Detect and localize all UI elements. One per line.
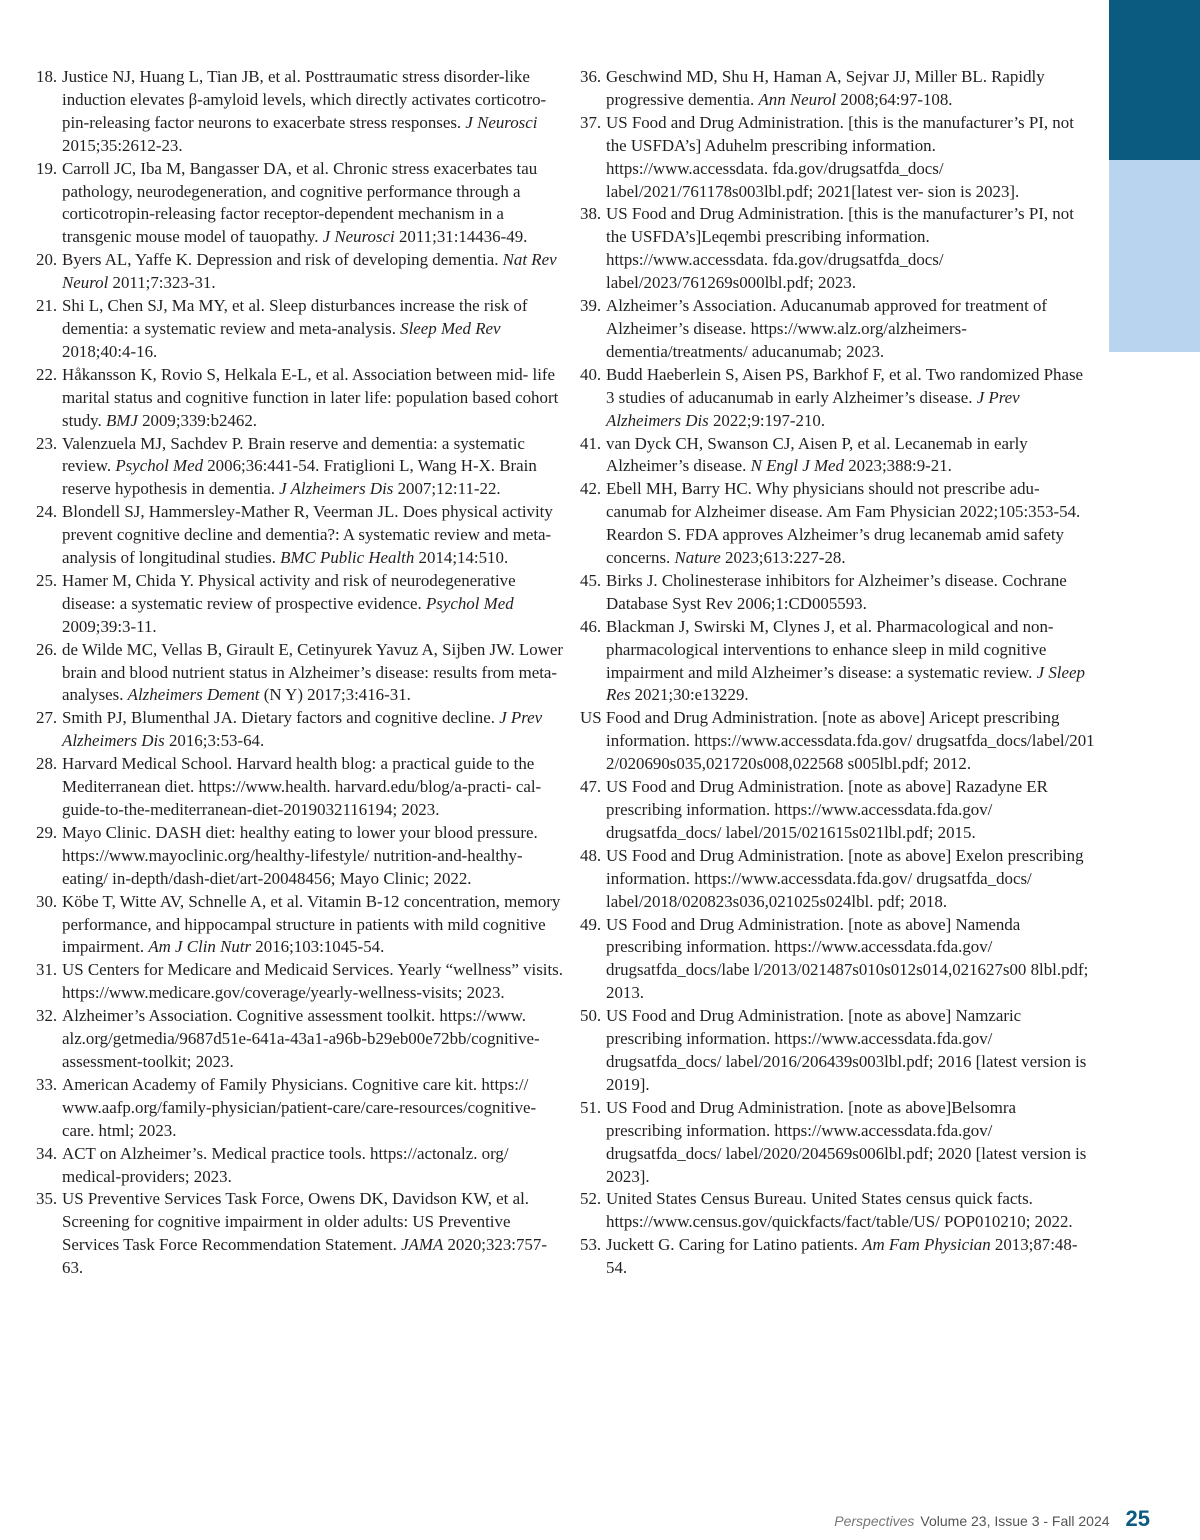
reference-item: [580, 203, 1095, 295]
reference-number: 46.: [580, 616, 602, 636]
reference-number: 39.: [580, 296, 602, 316]
reference-text: 2018;40:4-16.: [62, 341, 158, 361]
reference-text: Budd Haeberlein S, Aisen PS, Barkhof F, et al. Two randomized Phase 3 studies of aducanumab in early Alzheimer’s disease.: [606, 364, 1084, 407]
reference-text: 2015;35:2612-23.: [62, 135, 183, 155]
reference-number: 20.: [36, 250, 58, 270]
side-tab-light: [1109, 160, 1200, 352]
reference-item: [36, 249, 568, 295]
reference-item: [36, 364, 568, 433]
reference-item: [580, 433, 1095, 479]
journal-name: J Neurosci: [465, 112, 538, 132]
reference-text: Shi L, Chen SJ, Ma MY, et al. Sleep disturbances increase the risk of dementia: a systematic review and meta-analysis.: [62, 296, 528, 338]
journal-name: Am Fam Physician: [862, 1235, 991, 1255]
reference-item: [36, 822, 568, 891]
page-number: 25: [1125, 1506, 1150, 1531]
reference-number: 26.: [36, 639, 58, 659]
reference-number: 25.: [36, 570, 58, 590]
journal-name: J Neurosci: [322, 227, 395, 247]
reference-number: 42.: [580, 479, 602, 499]
reference-item: [580, 1188, 1095, 1234]
reference-item: [36, 158, 568, 250]
reference-number: 28.: [36, 754, 58, 774]
reference-item: [580, 112, 1095, 204]
reference-text: US Food and Drug Administration. [note as above] Namenda prescribing information. https://www.accessdata.fda.gov/ drugsatfda_docs/labe l/2013/021487s010s012s014,021627s00 8lbl.pdf; 2013.: [606, 914, 1089, 1003]
reference-text: Carroll JC, Iba M, Bangasser DA, et al. Chronic stress exacerbates tau pathology, neurodegeneration, and cognitive performance through a corticotropin-releasing factor receptor-dependent mechanism in a transgenic mouse model of tauopathy.: [62, 158, 538, 247]
reference-text: Birks J. Cholinesterase inhibitors for Alzheimer’s disease. Cochrane Database Syst Rev 2006;1:CD005593.: [606, 570, 1067, 613]
reference-text: US Food and Drug Administration. [this is the manufacturer’s PI, not the USFDA’s]Leqembi prescribing information. https://www.accessdata. fda.gov/drugsatfda_docs/ label/2023/761269s000lbl.pdf; 2023.: [606, 204, 1074, 293]
journal-name: Nat Rev Neurol: [62, 250, 557, 293]
reference-item: [36, 433, 568, 502]
reference-text: US Centers for Medicare and Medicaid Services. Yearly “wellness” visits. https://www.medicare.gov/coverage/yearly-wellness-visits; 2023.: [62, 960, 563, 1003]
reference-number: 35.: [36, 1189, 58, 1209]
reference-text: US Food and Drug Administration. [note as above] Aricept prescribing information. https://www.accessdata.fda.gov/ drugsatfda_docs/label/201 2/020690s035,021720s008,022568 s005lbl.pdf; 2012.: [580, 708, 1095, 774]
reference-text: Valenzuela MJ, Sachdev P. Brain reserve and dementia: a systematic review.: [62, 433, 525, 476]
journal-name: Psychol Med: [425, 593, 514, 613]
reference-text: 2023;388:9-21.: [843, 456, 952, 476]
reference-text: 2023;613:227-28.: [720, 548, 846, 568]
reference-number: 34.: [36, 1143, 58, 1163]
reference-item: [36, 295, 568, 364]
reference-item: [36, 1005, 568, 1074]
reference-text: Juckett G. Caring for Latino patients.: [606, 1235, 863, 1255]
publication-name: Perspectives: [834, 1513, 915, 1529]
reference-number: 23.: [36, 433, 58, 453]
reference-item: [36, 707, 568, 753]
reference-text: US Food and Drug Administration. [note as above]Belsomra prescribing information. https://www.accessdata.fda.gov/ drugsatfda_docs/ label/2020/204569s006lbl.pdf; 2020 [latest version is 2023].: [606, 1097, 1087, 1186]
reference-item: [36, 959, 568, 1005]
page-footer: [834, 1506, 1150, 1532]
reference-text: US Food and Drug Administration. [note as above] Namzaric prescribing information. https://www.accessdata.fda.gov/ drugsatfda_docs/ label/2016/206439s003lbl.pdf; 2016 [latest version is 2019].: [606, 1006, 1087, 1094]
reference-text: US Food and Drug Administration. [note as above] Razadyne ER prescribing information. https://www.accessdata.fda.gov/ drugsatfda_docs/ label/2015/021615s021lbl.pdf; 2015.: [606, 777, 1048, 842]
journal-name: J Prev Alzheimers Dis: [606, 387, 1020, 430]
reference-text: Håkansson K, Rovio S, Helkala E-L, et al. Association between mid- life marital status and cognitive function in later life: population based cohort study.: [62, 364, 559, 430]
reference-text: de Wilde MC, Vellas B, Girault E, Cetinyurek Yavuz A, Sijben JW. Lower brain and blood nutrient status in Alzheimer’s disease: results from meta-analyses.: [62, 639, 563, 705]
reference-text: 2016;3:53-64.: [164, 731, 265, 751]
reference-item: [36, 1188, 568, 1280]
reference-text: 2009;339:b2462.: [137, 410, 258, 430]
issue-info: Volume 23, Issue 3 - Fall 2024: [920, 1513, 1110, 1529]
reference-text: US Food and Drug Administration. [note as above] Exelon prescribing information. https://www.accessdata.fda.gov/ drugsatfda_docs/ label/2018/020823s036,021025s024lbl. pdf; 2018.: [606, 845, 1084, 911]
reference-number: 37.: [580, 112, 602, 132]
reference-number: 47.: [580, 777, 602, 797]
reference-number: 29.: [36, 822, 58, 842]
reference-item: [36, 891, 568, 960]
reference-text: Smith PJ, Blumenthal JA. Dietary factors and cognitive decline.: [62, 708, 500, 728]
reference-text: 2008;64:97-108.: [836, 89, 953, 109]
reference-item: [580, 295, 1095, 364]
reference-number: 33.: [36, 1074, 58, 1094]
reference-text: United States Census Bureau. United States census quick facts. https://www.census.gov/quickfacts/fact/table/US/ POP010210; 2022.: [606, 1189, 1073, 1232]
journal-name: Psychol Med: [115, 456, 204, 476]
reference-item: [580, 776, 1095, 845]
reference-text: Blackman J, Swirski M, Clynes J, et al. Pharmacological and non-pharmacological interventions to enhance sleep in mild cognitive impairment and mild Alzheimer’s disease: a systematic review.: [606, 616, 1054, 682]
reference-item: [580, 1097, 1095, 1189]
reference-text: Geschwind MD, Shu H, Haman A, Sejvar JJ, Miller BL. Rapidly progressive dementia.: [606, 67, 1045, 109]
journal-name: Sleep Med Rev: [400, 318, 501, 338]
reference-item: [580, 478, 1095, 570]
reference-number: 22.: [36, 364, 58, 384]
journal-name: Alzheimers Dement: [127, 685, 260, 705]
reference-number: 30.: [36, 891, 58, 911]
reference-item: [36, 639, 568, 708]
reference-number: 27.: [36, 708, 58, 728]
journal-name: Ann Neurol: [758, 89, 837, 109]
reference-text: 2022;9:197-210.: [708, 410, 826, 430]
side-tab-dark: [1109, 0, 1200, 160]
reference-text: Justice NJ, Huang L, Tian JB, et al. Posttraumatic stress disorder-like induction elevates β-amyloid levels, which directly activates corticotro- pin-releasing factor neurons to exacerbate stress responses.: [62, 67, 547, 132]
journal-name: JAMA: [401, 1235, 444, 1255]
reference-text: Harvard Medical School. Harvard health blog: a practical guide to the Mediterranean diet. https://www.health. harvard.edu/blog/a-practi- cal-guide-to-the-mediterranean-diet-2019032116194; 2023.: [62, 754, 542, 819]
references-right-column: [580, 66, 1095, 1280]
reference-item: [580, 845, 1095, 914]
journal-name: J Sleep Res: [606, 662, 1085, 705]
reference-number: 49.: [580, 914, 602, 934]
reference-item: [580, 1005, 1095, 1097]
reference-text: 2020;323:757-63.: [62, 1235, 547, 1278]
reference-item: [36, 1143, 568, 1189]
reference-item: [580, 707, 1095, 776]
reference-number: 50.: [580, 1006, 602, 1026]
journal-name: BMC Public Health: [280, 548, 415, 568]
journal-name: Nature: [674, 548, 721, 568]
reference-number: 51.: [580, 1097, 602, 1117]
reference-item: [580, 1234, 1095, 1280]
reference-text: US Food and Drug Administration. [this is the manufacturer’s PI, not the USFDA’s] Aduhelm prescribing information. https://www.accessdata. fda.gov/drugsatfda_docs/ label/2021/761178s003lbl.pdf; 2021[latest ver- sion is 2023].: [606, 112, 1074, 201]
reference-item: [580, 616, 1095, 708]
references-left-column: [36, 66, 568, 1280]
reference-number: 38.: [580, 204, 602, 224]
reference-item: [580, 66, 1095, 112]
reference-number: 21.: [36, 296, 58, 316]
reference-text: 2016;103:1045-54.: [251, 937, 385, 957]
journal-name: BMJ: [105, 410, 138, 430]
reference-number: 32.: [36, 1006, 58, 1026]
reference-text: 2007;12:11-22.: [393, 479, 501, 499]
reference-text: van Dyck CH, Swanson CJ, Aisen P, et al. Lecanemab in early Alzheimer’s disease.: [606, 433, 1028, 476]
reference-item: [36, 753, 568, 822]
reference-text: 2006;36:441-54. Fratiglioni L, Wang H-X. Brain reserve hypothesis in dementia.: [62, 456, 537, 499]
reference-text: Ebell MH, Barry HC. Why physicians should not prescribe adu- canumab for Alzheimer disease. Am Fam Physician 2022;105:353-54. Reardon S. FDA approves Alzheimer’s drug lecanemab amid safety concerns.: [606, 479, 1081, 568]
reference-text: US Preventive Services Task Force, Owens DK, Davidson KW, et al. Screening for cognitive impairment in older adults: US Preventive Services Task Force Recommendation Statement.: [62, 1189, 529, 1255]
reference-text: Byers AL, Yaffe K. Depression and risk of developing dementia.: [62, 250, 503, 270]
reference-text: American Academy of Family Physicians. Cognitive care kit. https:// www.aafp.org/family-physician/patient-care/care-resources/cognitive-care. html; 2023.: [62, 1074, 537, 1140]
reference-text: Mayo Clinic. DASH diet: healthy eating to lower your blood pressure. https://www.mayoclinic.org/healthy-lifestyle/ nutrition-and-healthy-eating/ in-depth/dash-diet/art-20048456; Mayo Clinic; 2022.: [62, 822, 538, 888]
reference-number: 40.: [580, 364, 602, 384]
reference-text: 2011;7:323-31.: [108, 273, 216, 293]
reference-number: 52.: [580, 1189, 602, 1209]
journal-name: J Alzheimers Dis: [279, 479, 394, 499]
reference-item: [580, 570, 1095, 616]
reference-item: [36, 501, 568, 570]
reference-item: [36, 570, 568, 639]
reference-number: 18.: [36, 67, 58, 86]
reference-item: [580, 914, 1095, 1006]
reference-number: 48.: [580, 845, 602, 865]
reference-number: 31.: [36, 960, 58, 980]
reference-text: 2009;39:3-11.: [62, 616, 157, 636]
reference-text: ACT on Alzheimer’s. Medical practice tools. https://actonalz. org/ medical-providers; 2023.: [62, 1143, 509, 1186]
reference-text: Köbe T, Witte AV, Schnelle A, et al. Vitamin B-12 concentration, memory performance, and hippocampal structure in patients with mild cognitive impairment.: [62, 891, 561, 957]
reference-text: 2014;14:510.: [414, 548, 509, 568]
reference-item: [36, 1074, 568, 1143]
journal-name: J Prev Alzheimers Dis: [62, 708, 543, 751]
reference-number: 41.: [580, 433, 602, 453]
reference-text: 2013;87:48-54.: [606, 1235, 1078, 1278]
reference-number: 19.: [36, 158, 58, 178]
reference-text: 2021;30:e13229.: [630, 685, 749, 705]
reference-number: 53.: [580, 1235, 602, 1255]
reference-text: Blondell SJ, Hammersley-Mather R, Veerman JL. Does physical activity prevent cognitive decline and dementia?: A systematic review and meta-analysis of longitudinal studies.: [62, 502, 553, 568]
reference-item: [580, 364, 1095, 433]
reference-text: (N Y) 2017;3:416-31.: [259, 685, 411, 705]
journal-name: Am J Clin Nutr: [148, 937, 252, 957]
journal-name: N Engl J Med: [750, 456, 844, 476]
reference-number: 24.: [36, 502, 58, 522]
reference-text: Alzheimer’s Association. Aducanumab approved for treatment of Alzheimer’s disease. https://www.alz.org/alzheimers-dementia/treatments/ aducanumab; 2023.: [606, 296, 1048, 361]
reference-text: 2011;31:14436-49.: [394, 227, 528, 247]
reference-number: 45.: [580, 570, 602, 590]
reference-text: Alzheimer’s Association. Cognitive assessment toolkit. https://www. alz.org/getmedia/9687d51e-641a-43a1-a96b-b29eb00e72bb/cognitive-assessment-toolkit; 2023.: [62, 1006, 540, 1071]
reference-text: Hamer M, Chida Y. Physical activity and risk of neurodegenerative disease: a systematic review of prospective evidence.: [62, 570, 516, 613]
reference-number: 36.: [580, 67, 602, 86]
reference-item: [36, 66, 568, 158]
